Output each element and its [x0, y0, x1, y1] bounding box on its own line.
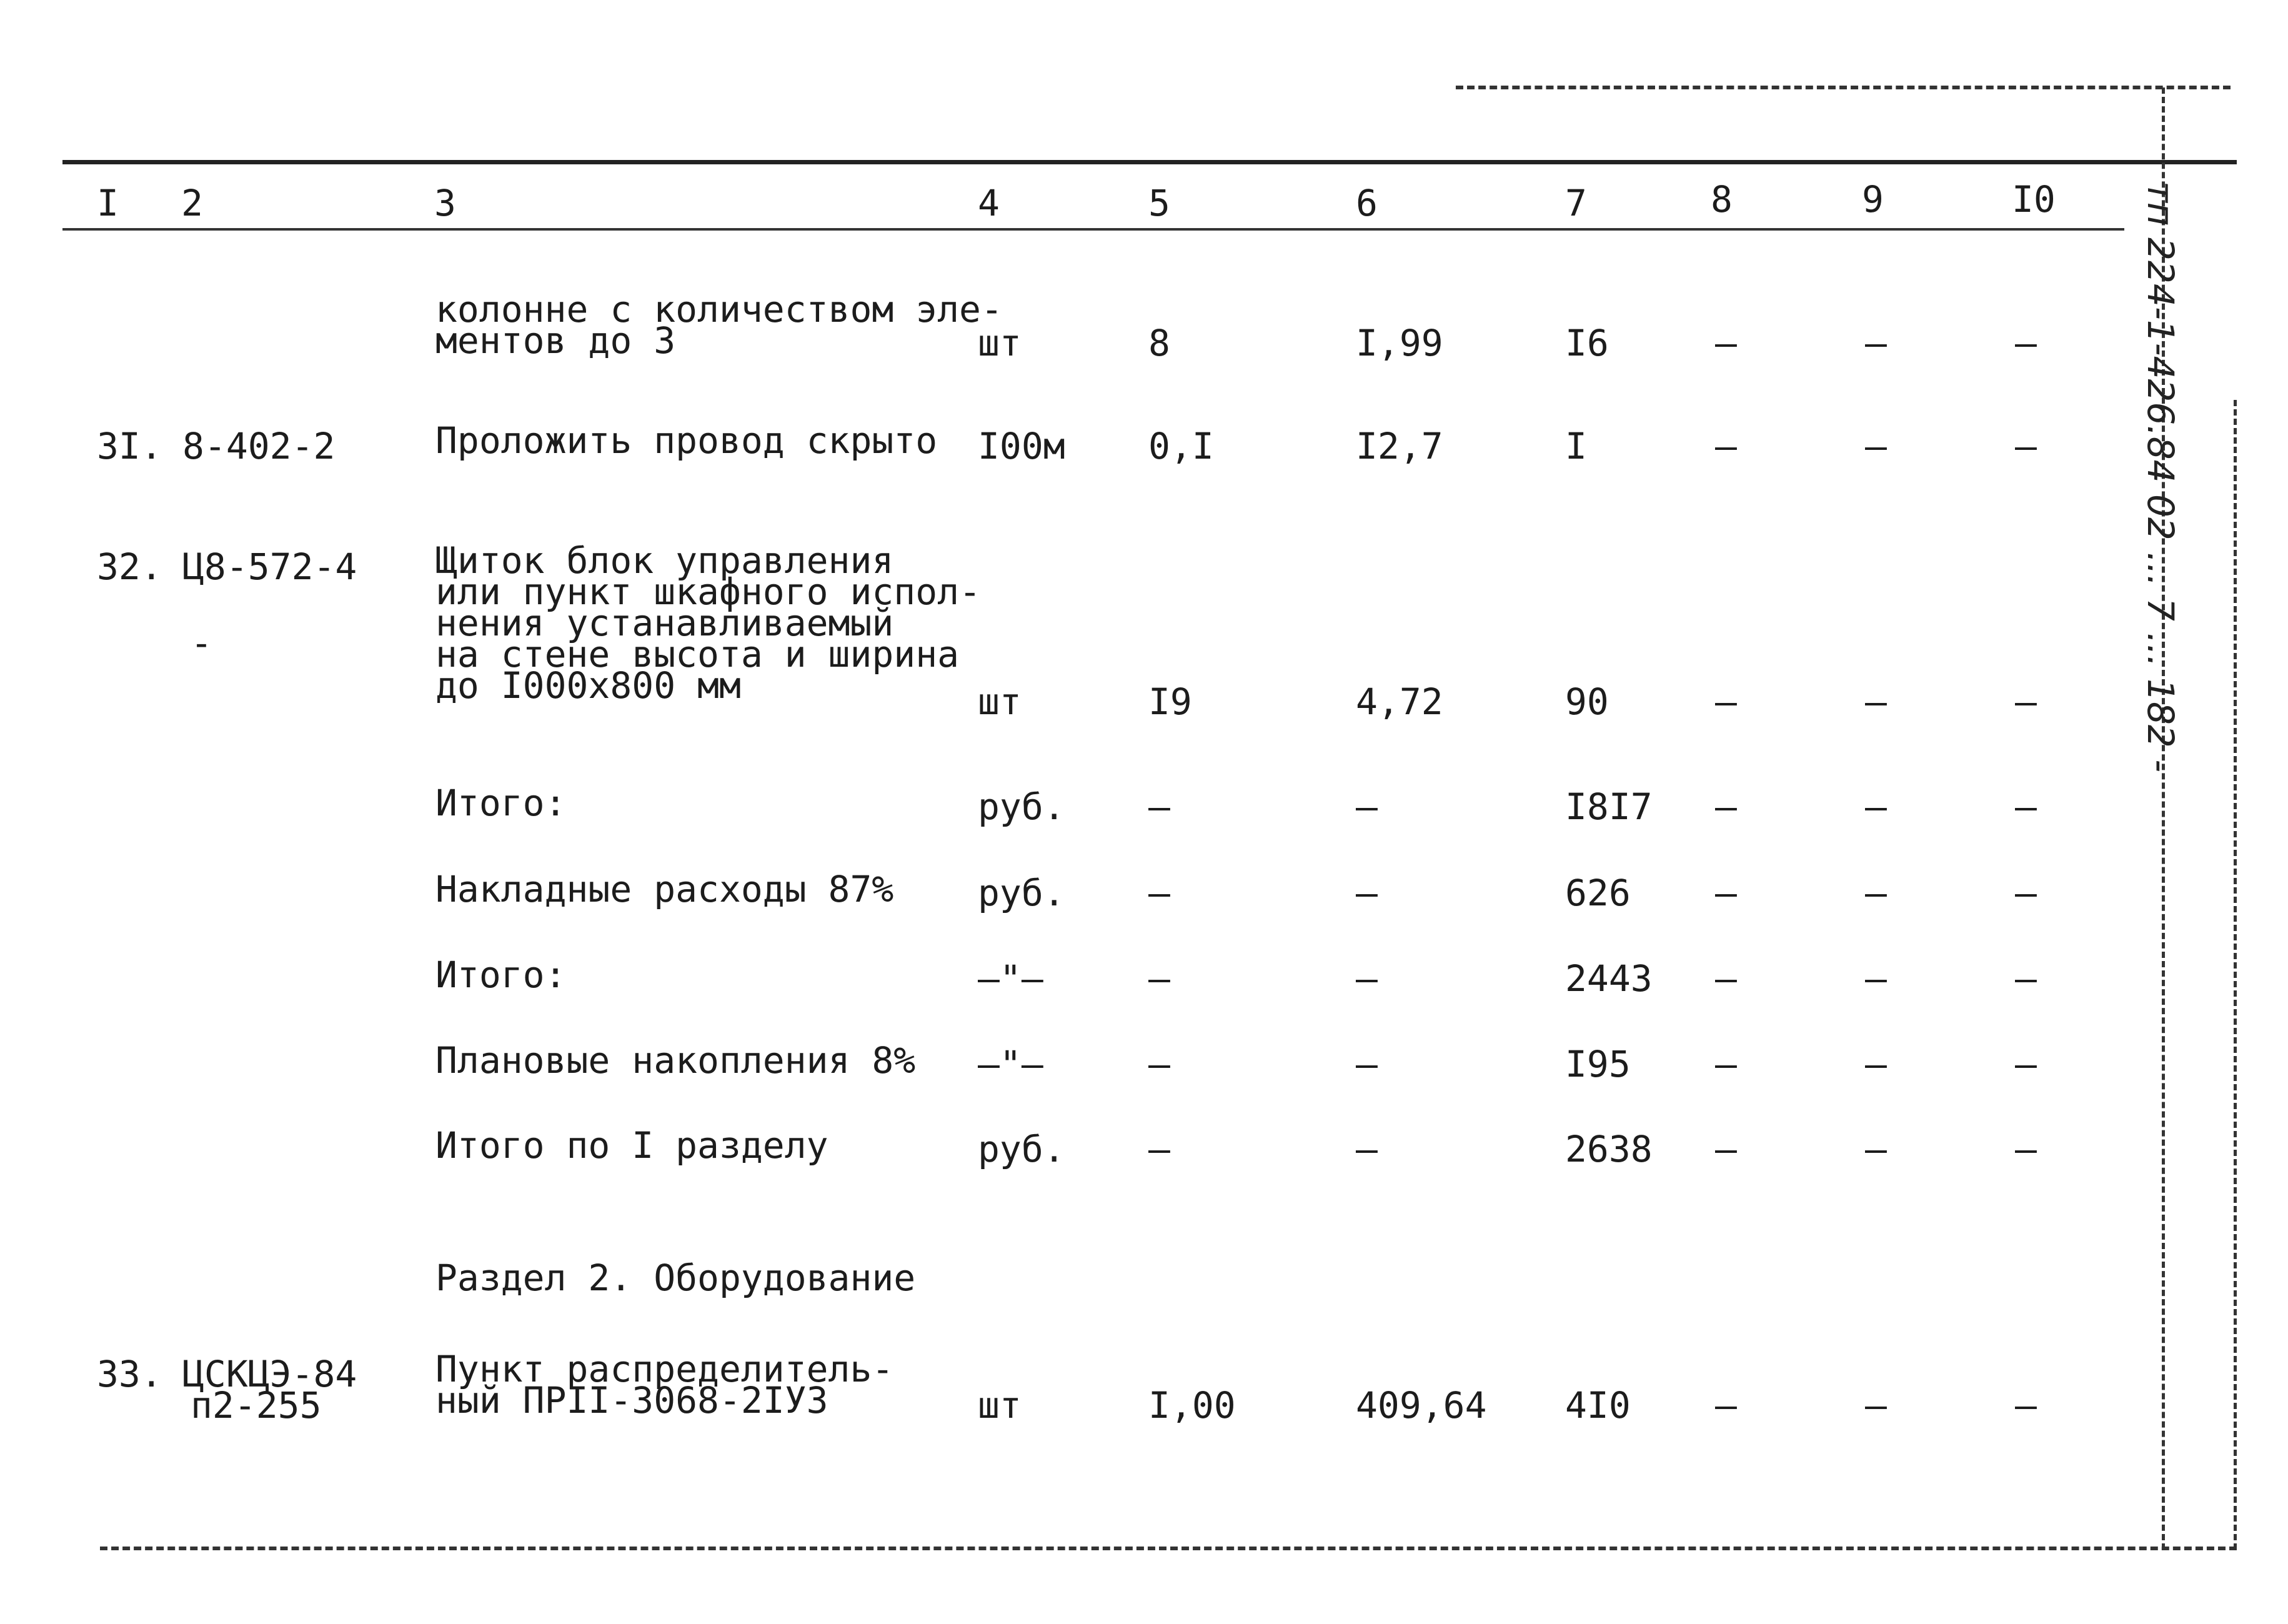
row-col-8: –	[1715, 872, 1737, 914]
header-col-6: 6	[1356, 182, 1378, 224]
row-total: I	[1565, 425, 1587, 467]
right-outer-frame-line	[2234, 400, 2237, 1550]
row-col-8: –	[1715, 785, 1737, 828]
row-col-10: –	[2015, 322, 2037, 364]
row-description: Плановые накопления 8%	[435, 1039, 916, 1082]
row-col-9: –	[1865, 680, 1887, 723]
row-quantity: –	[1148, 872, 1170, 914]
row-col-9: –	[1865, 872, 1887, 914]
row-unit: –"–	[978, 1043, 1043, 1085]
header-col-5: 5	[1148, 182, 1170, 224]
header-col-2: 2	[181, 182, 203, 224]
row-description: Пункт распределитель- ный ПРII-3068-2IУ3	[435, 1348, 894, 1422]
row-number: 32.	[97, 545, 162, 588]
header-col-7: 7	[1565, 182, 1587, 224]
row-col-9: –	[1865, 322, 1887, 364]
row-unit: –"–	[978, 957, 1043, 1000]
header-col-8: 8	[1711, 178, 1733, 221]
row-number: 33.	[97, 1353, 162, 1395]
header-col-4: 4	[978, 182, 1000, 224]
row-col-10: –	[2015, 785, 2037, 828]
row-unit: руб.	[978, 1128, 1065, 1170]
row-unit-price: I2,7	[1356, 425, 1443, 467]
row-description: Итого:	[435, 954, 567, 996]
row-code: 8-402-2	[182, 425, 336, 467]
row-quantity: I9	[1148, 680, 1192, 723]
row-col-8: –	[1715, 957, 1737, 1000]
header-bottom-rule	[62, 228, 2124, 231]
row-col-10: –	[2015, 957, 2037, 1000]
row-unit-price: 409,64	[1356, 1384, 1487, 1427]
row-quantity: –	[1148, 957, 1170, 1000]
row-col-8: –	[1715, 425, 1737, 467]
row-description: Накладные расходы 87%	[435, 868, 894, 910]
row-quantity: 8	[1148, 322, 1170, 364]
row-unit-price: –	[1356, 785, 1378, 828]
section-heading: Раздел 2. Оборудование	[435, 1257, 916, 1299]
row-description: Итого по I разделу	[435, 1124, 828, 1167]
row-unit: шт	[978, 680, 1022, 723]
header-col-3: 3	[434, 182, 456, 224]
row-unit: шт	[978, 322, 1022, 364]
row-total: I6	[1565, 322, 1609, 364]
row-col-8: –	[1715, 1043, 1737, 1085]
header-col-9: 9	[1862, 178, 1884, 221]
row-quantity: 0,I	[1148, 425, 1214, 467]
row-col-10: –	[2015, 872, 2037, 914]
row-unit-price: –	[1356, 1043, 1378, 1085]
row-total: 4I0	[1565, 1384, 1631, 1427]
row-unit: руб.	[978, 785, 1065, 828]
row-col-8: –	[1715, 1384, 1737, 1427]
row-unit-price: –	[1356, 1128, 1378, 1170]
row-col-10: –	[2015, 680, 2037, 723]
top-dashed-rule	[1456, 86, 2231, 89]
side-document-code: тп 224-1-426.84 02 ... 7 ... 182 -	[2139, 181, 2182, 773]
row-unit-price: –	[1356, 872, 1378, 914]
row-col-10: –	[2015, 1384, 2037, 1427]
row-quantity: –	[1148, 1043, 1170, 1085]
row-col-10: –	[2015, 1043, 2037, 1085]
row-total: I8I7	[1565, 785, 1653, 828]
row-description: Итого:	[435, 782, 567, 824]
row-total: 2443	[1565, 957, 1653, 1000]
row-col-9: –	[1865, 785, 1887, 828]
row-col-8: –	[1715, 1128, 1737, 1170]
row-col-9: –	[1865, 1128, 1887, 1170]
header-top-rule	[62, 160, 2237, 164]
row-col-9: –	[1865, 1384, 1887, 1427]
row-quantity: I,00	[1148, 1384, 1236, 1427]
row-col-9: –	[1865, 425, 1887, 467]
row-code: ЦСКЦЭ-84	[182, 1353, 357, 1395]
header-col-1: I	[97, 182, 119, 224]
row-unit-price: –	[1356, 957, 1378, 1000]
row-total: 90	[1565, 680, 1609, 723]
row-unit: шт	[978, 1384, 1022, 1427]
row-total: 2638	[1565, 1128, 1653, 1170]
row-col-8: –	[1715, 680, 1737, 723]
row-unit: руб.	[978, 872, 1065, 914]
row-description: Щиток блок управления или пункт шкафного испол- нения устанавливаемый на стене высота и ширина до I000x800 мм	[435, 539, 981, 707]
row-col-9: –	[1865, 1043, 1887, 1085]
row-description: Проложить провод скрыто	[435, 419, 938, 462]
row-col-8: –	[1715, 322, 1737, 364]
row-code-continuation: -	[191, 622, 212, 664]
row-col-10: –	[2015, 425, 2037, 467]
row-col-10: –	[2015, 1128, 2037, 1170]
bottom-dashed-rule	[100, 1547, 2237, 1550]
row-code-continuation: п2-255	[191, 1384, 322, 1427]
row-total: I95	[1565, 1043, 1631, 1085]
row-col-9: –	[1865, 957, 1887, 1000]
row-unit: I00м	[978, 425, 1065, 467]
row-code: Ц8-572-4	[182, 545, 357, 588]
row-unit-price: I,99	[1356, 322, 1443, 364]
row-description: колонне с количеством эле- ментов до 3	[435, 288, 1003, 362]
row-total: 626	[1565, 872, 1631, 914]
row-unit-price: 4,72	[1356, 680, 1443, 723]
header-col-10: I0	[2012, 178, 2056, 221]
row-quantity: –	[1148, 785, 1170, 828]
row-quantity: –	[1148, 1128, 1170, 1170]
row-number: 3I.	[97, 425, 162, 467]
